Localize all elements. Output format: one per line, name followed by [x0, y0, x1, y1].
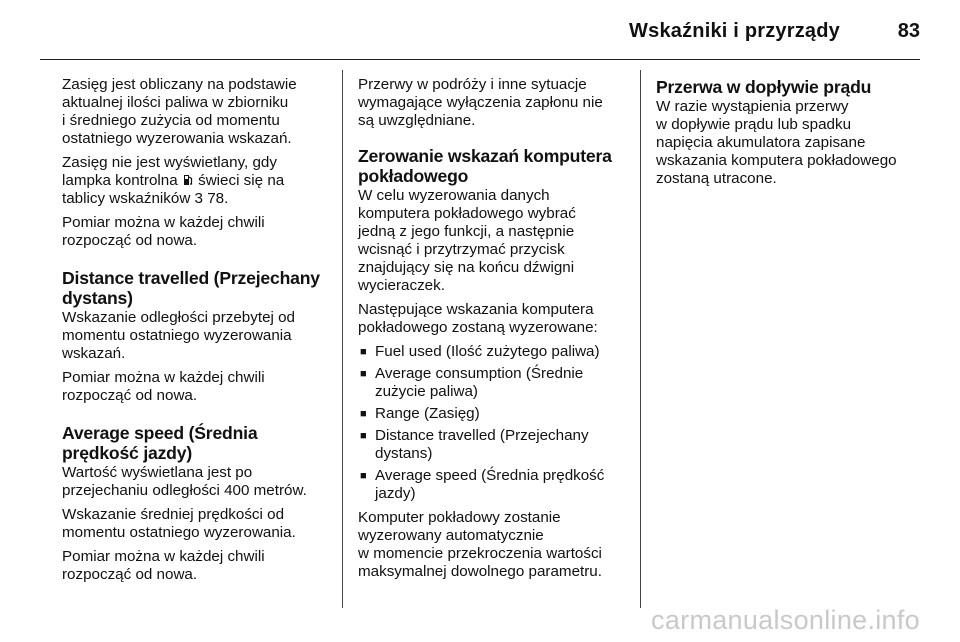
- page-number: 83: [897, 20, 920, 42]
- watermark-link[interactable]: carmanualsonline.info: [651, 605, 920, 635]
- column-left: [62, 76, 332, 590]
- paragraph-range-calc: Zasięg jest obliczany na podstawie aktualnej ilości paliwa w zbiorniku i średniego zużycia od momentu ostatniego wyzerowania wskazań.: [62, 76, 297, 147]
- list-item: [358, 427, 626, 463]
- list-item-text: Average speed (Średnia prędkość jazdy): [375, 467, 605, 502]
- paragraph-reset-anytime: Pomiar można w każdej chwili rozpocząć od nowa.: [62, 214, 265, 249]
- bullet-icon: ■: [360, 430, 367, 442]
- heading-reset-computer: Zerowanie wskazań komputera pokładowego: [358, 146, 612, 186]
- column-divider-2: [640, 70, 641, 608]
- header-divider: [40, 59, 920, 60]
- list-item: [358, 365, 626, 401]
- page-header: [0, 0, 960, 62]
- bullet-icon: ■: [360, 470, 367, 482]
- list-item-text: Fuel used (Ilość zużytego paliwa): [375, 343, 600, 360]
- list-item: [358, 467, 626, 503]
- paragraph-range-hidden-text-a: Zasięg nie jest wyświetlany, gdy lampka kontrolna: [62, 154, 277, 189]
- paragraph-reset-list-intro: Następujące wskazania komputera pokładowego zostaną wyzerowane:: [358, 301, 598, 336]
- list-item: [358, 405, 626, 423]
- bullet-icon: ■: [360, 346, 367, 358]
- list-item-text: Distance travelled (Przejechany dystans): [375, 427, 589, 462]
- column-middle: [358, 76, 626, 587]
- paragraph-speed-desc: Wskazanie średniej prędkości od momentu ostatniego wyzerowania.: [62, 506, 296, 541]
- paragraph-auto-reset: Komputer pokładowy zostanie wyzerowany automatycznie w momencie przekroczenia wartości maksymalnej dowolnego parametru.: [358, 509, 602, 580]
- list-item-text: Range (Zasięg): [375, 405, 480, 422]
- reset-items-list: [358, 343, 626, 503]
- page-reference: 78.: [202, 190, 229, 207]
- paragraph-speed-display: Wartość wyświetlana jest po przejechaniu odległości 400 metrów.: [62, 464, 307, 499]
- bullet-icon: ■: [360, 368, 367, 380]
- list-item: [358, 343, 626, 361]
- bullet-icon: ■: [360, 408, 367, 420]
- heading-average-speed: Average speed (Średnia prędkość jazdy): [62, 423, 258, 463]
- paragraph-power-loss: W razie wystąpienia przerwy w dopływie prądu lub spadku napięcia akumulatora zapisane wskazania komputera pokładowego zostaną utracone.: [656, 98, 897, 187]
- paragraph-distance-desc: Wskazanie odległości przebytej od momentu ostatniego wyzerowania wskazań.: [62, 309, 295, 362]
- heading-distance-travelled: Distance travelled (Przejechany dystans): [62, 268, 320, 308]
- paragraph-distance-reset: Pomiar można w każdej chwili rozpocząć od nowa.: [62, 369, 265, 404]
- list-item-text: Average consumption (Średnie zużycie paliwa): [375, 365, 584, 400]
- page-title: Wskaźniki i przyrządy: [629, 20, 840, 42]
- paragraph-stops: Przerwy w podróży i inne sytuacje wymagające wyłączenia zapłonu nie są uwzględniane.: [358, 76, 603, 129]
- paragraph-range-hidden: [62, 154, 332, 208]
- paragraph-reset-howto: W celu wyzerowania danych komputera pokładowego wybrać jedną z jego funkcji, a następnie wcisnąć i przytrzymać przycisk znajdujący się na końcu dźwigni wycieraczek.: [358, 187, 576, 294]
- arrow-ref-icon: 3: [194, 190, 203, 207]
- heading-power-interruption: Przerwa w dopływie prądu: [656, 77, 872, 97]
- paragraph-speed-reset: Pomiar można w każdej chwili rozpocząć od nowa.: [62, 548, 265, 583]
- column-divider-1: [342, 70, 343, 608]
- paragraph-range-hidden-text-b: świeci się na tablicy wskaźników: [62, 172, 285, 207]
- column-right: [656, 76, 926, 194]
- fuel-lamp-icon: [183, 174, 193, 186]
